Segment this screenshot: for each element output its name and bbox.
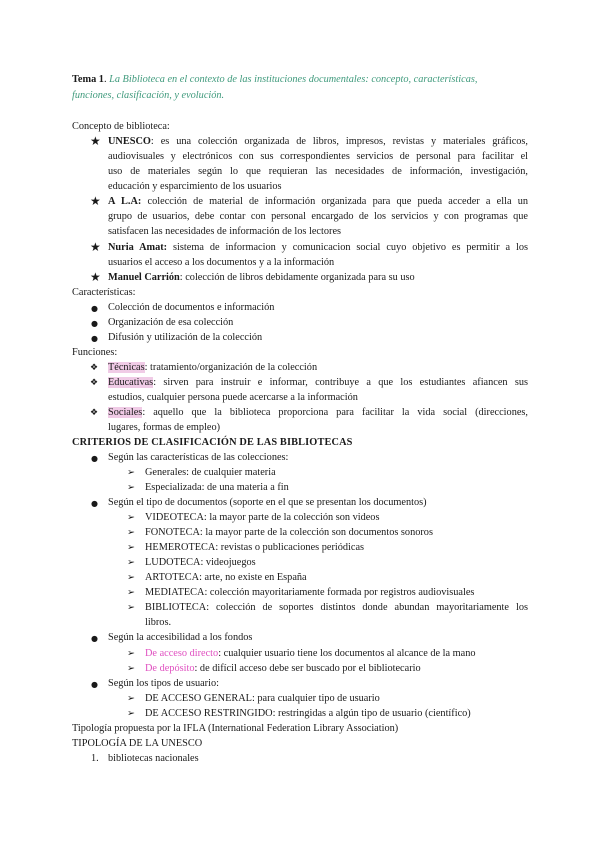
documento-item: FONOTECA: la mayor parte de la colección son documentos sonoros [145, 527, 433, 538]
diamond-bullet-icon: ❖ [90, 378, 99, 388]
criterios-heading: CRITERIOS DE CLASIFICACIÓN DE LAS BIBLIOTECAS [72, 437, 353, 448]
title-subtitle-2: funciones, clasificación, y evolución. [72, 90, 225, 101]
list-number: 1. [91, 753, 99, 764]
unesco-name: UNESCO [108, 136, 151, 147]
amat-line-1 [108, 240, 528, 255]
carrion-line-1 [108, 270, 415, 285]
unesco-line-3: uso de materiales según lo que requieran las necesidades de información, investigación, [108, 166, 528, 177]
tema-dot: . [103, 74, 107, 85]
amat-text-1: sistema de informacion y comunicacion social cuyo objetivo es permitir a los [167, 242, 528, 253]
arrow-bullet-icon: ➢ [127, 572, 135, 583]
sociales-label: Sociales [108, 407, 143, 418]
unesco-text-1: : es una colección organizada de libros, impresos, revistas y materiales gráficos, [150, 136, 528, 147]
diamond-bullet-icon: ❖ [90, 408, 99, 418]
dot-bullet-icon: ● [91, 634, 98, 643]
arrow-bullet-icon: ➢ [127, 708, 135, 719]
funcion-educativas-2: estudios, cualquier persona puede acercarse a la información [108, 392, 358, 403]
usuario-item: DE ACCESO RESTRINGIDO: restringidas a algún tipo de usuario (científico) [145, 708, 471, 719]
usuario-item: DE ACCESO GENERAL: para cualquier tipo de usuario [145, 693, 380, 704]
dot-bullet-icon: ● [91, 680, 98, 689]
arrow-bullet-icon: ➢ [127, 587, 135, 598]
funcion-tecnicas [108, 360, 317, 375]
carrion-name: Manuel Carrión [108, 272, 180, 283]
ala-name: A L.A: [108, 196, 142, 207]
criterio-documentos: Según el tipo de documentos (soporte en el que se presentan los documentos) [108, 497, 427, 508]
caracteristicas-heading: Características: [72, 287, 136, 298]
tecnicas-text: : tratamiento/organización de la colección [144, 362, 318, 373]
arrow-bullet-icon: ➢ [127, 557, 135, 568]
arrow-bullet-icon: ➢ [127, 693, 135, 704]
star-bullet-icon: ★ [90, 134, 101, 148]
funciones-heading: Funciones: [72, 347, 118, 358]
tipologia-ifla: Tipología propuesta por la IFLA (International Federation Library Association) [72, 723, 399, 734]
acceso-deposito-term: De depósito [145, 663, 195, 674]
tema-label: Tema 1 [72, 74, 104, 85]
criterio-usuarios: Según los tipos de usuario: [108, 678, 219, 689]
unesco-line-2: audiovisuales y electrónicos con sus correspondientes servicios de personal para facilitar el [108, 151, 528, 162]
title-subtitle-1: La Biblioteca en el contexto de las instituciones documentales: concepto, características, [109, 74, 478, 85]
documento-item: HEMEROTECA: revistas o publicaciones periódicas [145, 542, 365, 553]
unesco-line-4: educación y esparcimiento de los usuarios [108, 181, 282, 192]
tipologia-unesco-heading: TIPOLOGÍA DE LA UNESCO [72, 738, 203, 749]
carrion-text-1: : colección de libros debidamente organizada para su uso [179, 272, 415, 283]
arrow-bullet-icon: ➢ [127, 648, 135, 659]
amat-name: Nuria Amat: [108, 242, 168, 253]
educativas-label: Educativas [108, 377, 154, 388]
arrow-bullet-icon: ➢ [127, 542, 135, 553]
arrow-bullet-icon: ➢ [127, 512, 135, 523]
amat-line-2: usuarios el acceso a los documentos y a la información [108, 257, 335, 268]
sociales-text-1: : aquello que la biblioteca proporciona para facilitar la vida social (direcciones, [142, 407, 528, 418]
acceso-directo [145, 646, 476, 661]
star-bullet-icon: ★ [90, 194, 101, 208]
criterio-colecciones: Según las características de las colecciones: [108, 452, 289, 463]
funcion-sociales-1 [108, 405, 528, 420]
documento-item: BIBLIOTECA: colección de soportes distintos donde abundan mayoritariamente los [145, 602, 528, 613]
diamond-bullet-icon: ❖ [90, 363, 99, 373]
dot-bullet-icon: ● [91, 334, 98, 343]
acceso-directo-text: : cualquier usuario tiene los documentos al alcance de la mano [218, 648, 476, 659]
acceso-deposito-text: : de difícil acceso debe ser buscado por el bibliotecario [194, 663, 421, 674]
acceso-directo-term: De acceso directo [145, 648, 219, 659]
ala-text-1: colección de material de información organizada para que pueda acceder a ella un [141, 196, 528, 207]
dot-bullet-icon: ● [91, 319, 98, 328]
caracteristica-item: Difusión y utilización de la colección [108, 332, 263, 343]
star-bullet-icon: ★ [90, 240, 101, 254]
arrow-bullet-icon: ➢ [127, 527, 135, 538]
acceso-deposito [145, 661, 421, 676]
arrow-bullet-icon: ➢ [127, 467, 135, 478]
coleccion-item: Especializada: de una materia a fin [145, 482, 289, 493]
tipologia-item: bibliotecas nacionales [108, 753, 199, 764]
arrow-bullet-icon: ➢ [127, 663, 135, 674]
documento-item: MEDIATECA: colección mayoritariamente formada por registros audiovisuales [145, 587, 475, 598]
concepto-heading: Concepto de biblioteca: [72, 121, 170, 132]
ala-line-2: grupo de usuarios, debe contar con personal encargado de los servicios y con programas que [108, 211, 528, 222]
documento-item: ARTOTECA: arte, no existe en España [145, 572, 307, 583]
funcion-educativas-1 [108, 375, 528, 390]
documento-item: LUDOTECA: videojuegos [145, 557, 256, 568]
caracteristica-item: Organización de esa colección [108, 317, 234, 328]
educativas-text-1: : sirven para instruir e informar, contribuye a que los estudiantes afiancen sus [153, 377, 528, 388]
dot-bullet-icon: ● [91, 499, 98, 508]
unesco-line-1 [108, 134, 528, 149]
tecnicas-label: Técnicas [108, 362, 145, 373]
funcion-sociales-2: lugares, formas de empleo) [108, 422, 221, 433]
ala-line-1 [108, 194, 528, 209]
caracteristica-item: Colección de documentos e información [108, 302, 275, 313]
dot-bullet-icon: ● [91, 454, 98, 463]
documento-item: VIDEOTECA: la mayor parte de la colección son videos [145, 512, 380, 523]
star-bullet-icon: ★ [90, 270, 101, 284]
ala-line-3: satisfacen las necesidades de información de los lectores [108, 226, 342, 237]
arrow-bullet-icon: ➢ [127, 482, 135, 493]
dot-bullet-icon: ● [91, 304, 98, 313]
criterio-accesibilidad: Según la accesibilidad a los fondos [108, 632, 253, 643]
coleccion-item: Generales: de cualquier materia [145, 467, 276, 478]
documento-continuation: libros. [145, 617, 172, 628]
arrow-bullet-icon: ➢ [127, 602, 135, 613]
title-line-1 [72, 72, 477, 87]
